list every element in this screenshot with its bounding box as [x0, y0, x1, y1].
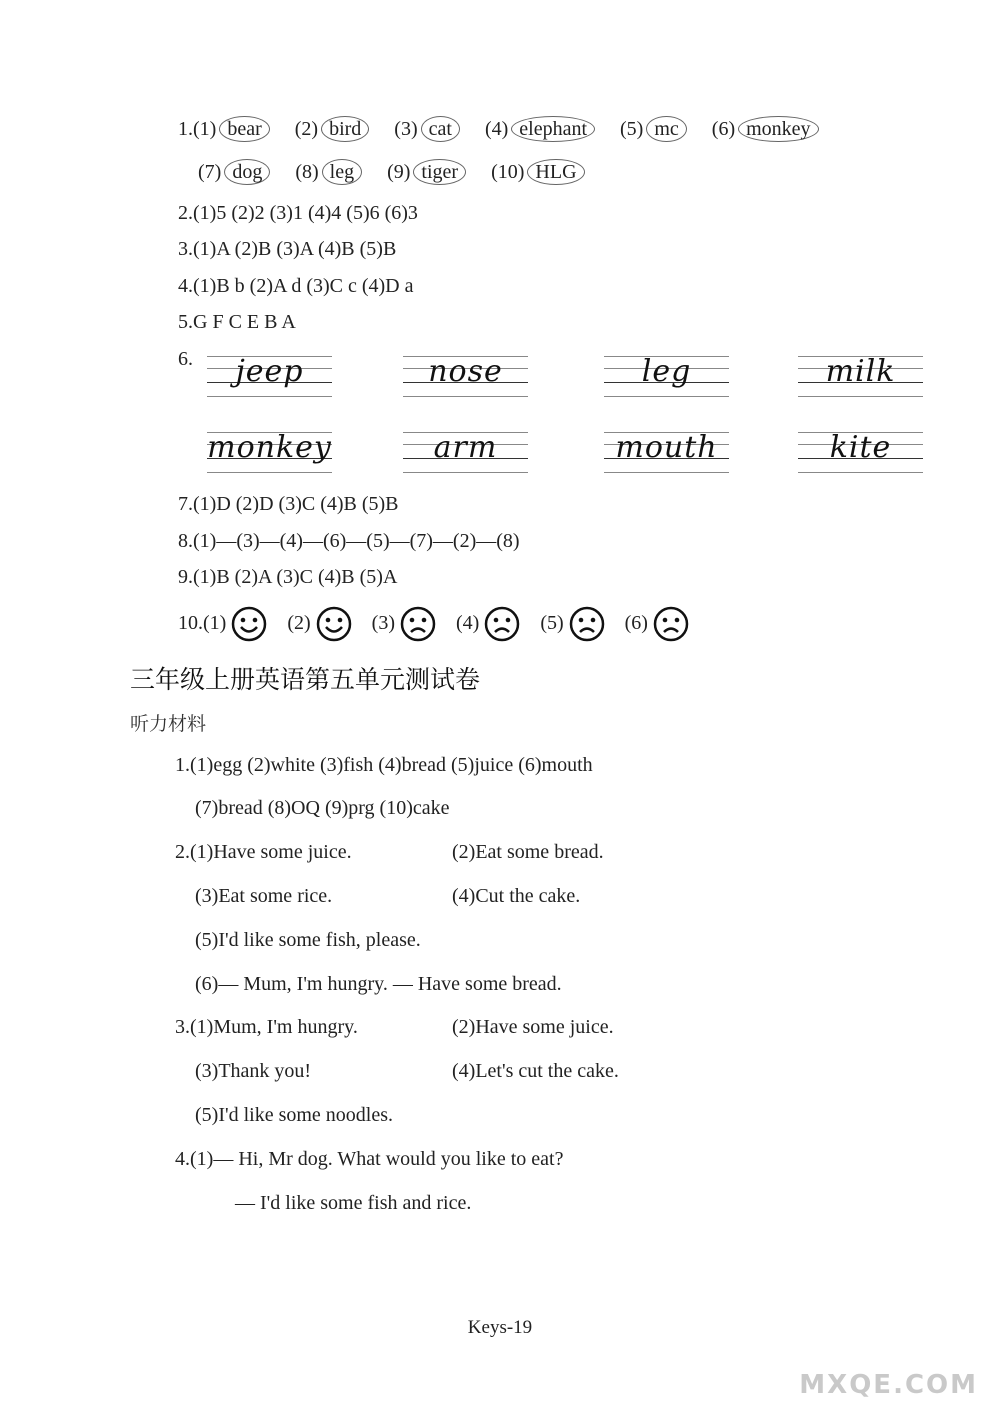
q6-label: 6.	[178, 348, 193, 370]
handwriting-line	[604, 430, 729, 476]
q1-item: (3) cat	[394, 116, 460, 142]
q1-item: (5) mc	[620, 116, 687, 142]
q1-item: (2) bird	[295, 116, 370, 142]
handwriting-line	[798, 430, 923, 476]
q1-item: (4) elephant	[485, 116, 595, 142]
sad-face-icon	[568, 605, 606, 643]
listening-q3-3: (3)Thank you!	[195, 1060, 312, 1082]
listening-q2-6: (6)— Mum, I'm hungry. — Have some bread.	[195, 973, 562, 995]
listening-q1-line1: 1.(1)egg (2)white (3)fish (4)bread (5)juice (6)mouth	[175, 754, 593, 776]
q8-answers: 8.(1)—(3)—(4)—(6)—(5)—(7)—(2)—(8)	[178, 530, 520, 552]
handwritten-word: leg	[641, 354, 692, 389]
listening-q1-line2: (7)bread (8)OQ (9)prg (10)cake	[195, 797, 450, 819]
section-subtitle: 听力材料	[130, 713, 207, 735]
handwritten-word: arm	[433, 430, 498, 465]
listening-q4-1: 4.(1)— Hi, Mr dog. What would you like to eat?	[175, 1148, 564, 1170]
listening-q3-1: 3.(1)Mum, I'm hungry.	[175, 1016, 358, 1038]
listening-q2-1: 2.(1)Have some juice.	[175, 841, 352, 863]
face-number: (6)	[624, 612, 648, 634]
handwriting-line	[403, 354, 528, 400]
smiley-face-icon	[315, 605, 353, 643]
handwriting-line	[604, 354, 729, 400]
face-number: (2)	[287, 612, 311, 634]
q1-line2	[198, 159, 605, 185]
q4-answers: 4.(1)B b (2)A d (3)C c (4)D a	[178, 275, 414, 297]
listening-q3-4: (4)Let's cut the cake.	[452, 1060, 619, 1082]
q3-answers: 3.(1)A (2)B (3)A (4)B (5)B	[178, 238, 397, 260]
listening-q2-3: (3)Eat some rice.	[195, 885, 333, 907]
face-number: (1)	[203, 612, 227, 634]
handwritten-word: kite	[829, 430, 892, 465]
q5-answers: 5.G F C E B A	[178, 311, 296, 333]
handwritten-word: nose	[428, 354, 503, 389]
watermark: MXQE.COM	[799, 1370, 978, 1400]
q10-label: 10.	[178, 612, 203, 634]
q1-item: 1.(1) bear	[178, 116, 270, 142]
q1-item: (7) dog	[198, 159, 270, 185]
handwritten-word: mouth	[615, 430, 718, 465]
face-number: (3)	[371, 612, 395, 634]
face-number: (5)	[540, 612, 564, 634]
handwriting-line	[207, 430, 332, 476]
listening-q3-2: (2)Have some juice.	[452, 1016, 614, 1038]
listening-q4-1-reply: — I'd like some fish and rice.	[235, 1192, 472, 1214]
listening-q2-2: (2)Eat some bread.	[452, 841, 604, 863]
listening-q2-5: (5)I'd like some fish, please.	[195, 929, 421, 951]
section-title: 三年级上册英语第五单元测试卷	[130, 665, 481, 694]
q1-item: (6) monkey	[712, 116, 819, 142]
handwritten-word: milk	[825, 354, 896, 389]
q2-answers: 2.(1)5 (2)2 (3)1 (4)4 (5)6 (6)3	[178, 202, 418, 224]
sad-face-icon	[399, 605, 437, 643]
handwriting-line	[798, 354, 923, 400]
q1-line1	[178, 116, 839, 142]
handwritten-word: jeep	[235, 354, 304, 389]
q1-item: (8) leg	[295, 159, 362, 185]
handwriting-line	[207, 354, 332, 400]
listening-q2-4: (4)Cut the cake.	[452, 885, 581, 907]
q9-answers: 9.(1)B (2)A (3)C (4)B (5)A	[178, 566, 398, 588]
face-number: (4)	[455, 612, 480, 634]
sad-face-icon	[483, 605, 521, 643]
handwritten-word: monkey	[207, 430, 332, 465]
q1-item: (9) tiger	[387, 159, 466, 185]
q7-answers: 7.(1)D (2)D (3)C (4)B (5)B	[178, 493, 399, 515]
q10-faces	[178, 603, 704, 643]
smiley-face-icon	[230, 605, 268, 643]
listening-q3-5: (5)I'd like some noodles.	[195, 1104, 394, 1126]
q1-item: (10) HLG	[491, 159, 584, 185]
sad-face-icon	[652, 605, 690, 643]
page-footer: Keys-19	[467, 1317, 533, 1338]
handwriting-line	[403, 430, 528, 476]
